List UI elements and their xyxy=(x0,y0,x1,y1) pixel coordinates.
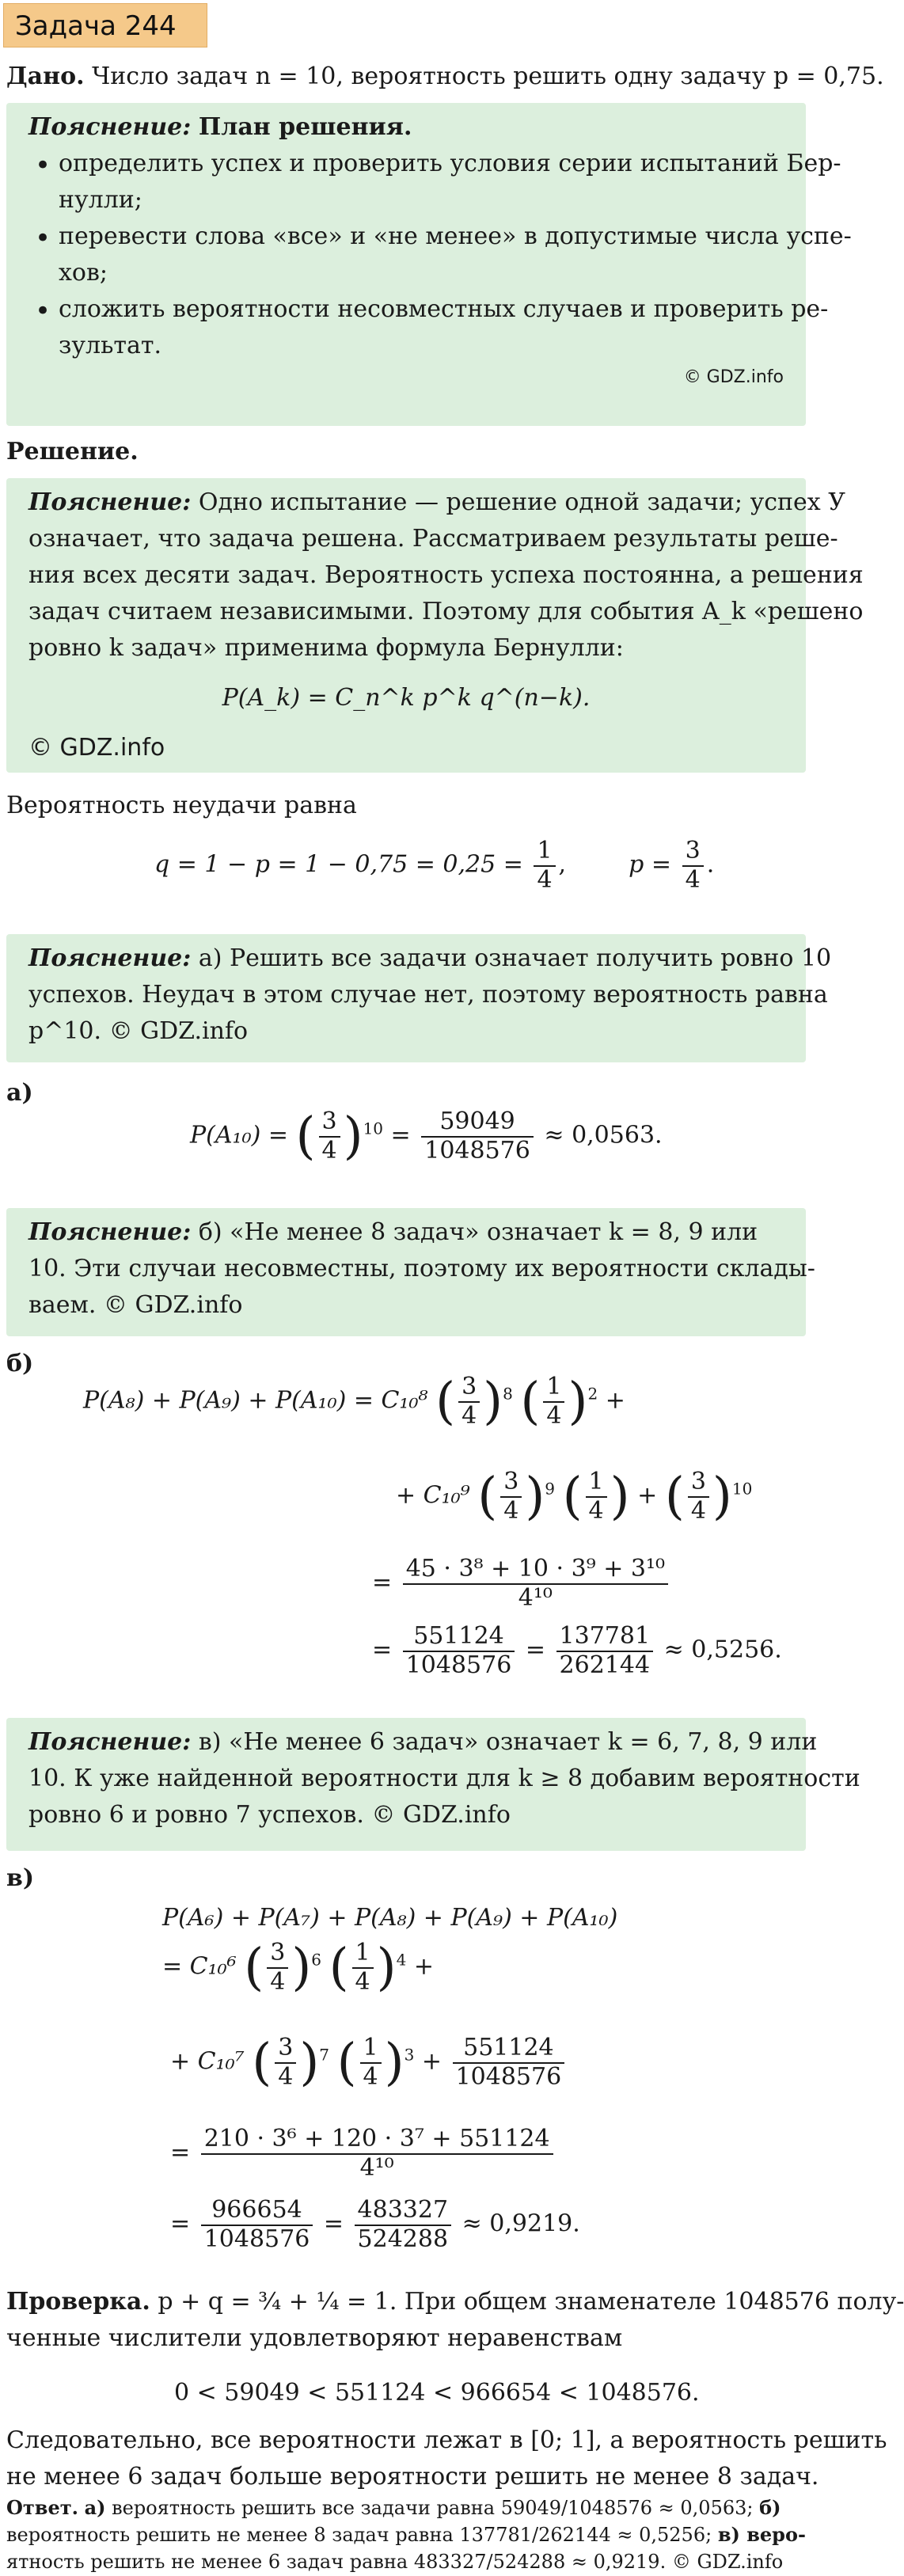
plan-heading: План решения. xyxy=(198,113,412,141)
check-line: p + q = ¾ + ¼ = 1. При общем знаменателе 1048576 полу- xyxy=(158,2288,904,2316)
part-a-result: $\frac{59049}{1048576}$ xyxy=(421,1108,534,1165)
explain-c-line: 10. К уже найденной вероятности для k ≥ 8 добавим вероятности xyxy=(28,1765,860,1792)
check-line: ченные числители удовлетворяют неравенствам xyxy=(6,2324,623,2352)
explain1-line: ния всех десяти задач. Вероятность успеха постоянна, а решения xyxy=(28,561,864,589)
part-b-row2: + C₁₀⁹ ( $\frac{3}{4}$ )$^9$ ( $\frac{1}{4}$ ) + ( $\frac{3}{4}$ )$^{10}$ xyxy=(396,1467,753,1526)
explain1-line: означает, что задача решена. Рассматриваем результаты реше- xyxy=(28,525,838,553)
explain-b-line: б) «Не менее 8 задач» означает k = 8, 9 или xyxy=(198,1218,758,1246)
plan-copyright: © GDZ.info xyxy=(683,367,784,387)
given-line xyxy=(6,59,884,95)
given-label: Дано. xyxy=(6,63,85,90)
explain-a-label: Пояснение: xyxy=(28,944,192,972)
failure-formula-left: q = 1 − p = 1 − 0,75 = 0,25 = xyxy=(154,850,523,879)
part-c-row1: P(A₆) + P(A₇) + P(A₈) + P(A₉) + P(A₁₀) xyxy=(162,1904,618,1932)
check-line: Следовательно, все вероятности лежат в [0; 1], а вероятность решить xyxy=(6,2426,887,2454)
part-c-row3: + C₁₀⁷ ( $\frac{3}{4}$ )$^7$ ( $\frac{1}{4}$ )$^3$ + $\frac{551124}{1048576}$ xyxy=(170,2035,568,2091)
explain1-line: ровно k задач» применима формула Бернулли: xyxy=(28,634,624,662)
part-b-row3: = $\frac{\text{45 · 3⁸ + 10 · 3⁹ + 3¹⁰}}{\text{4¹⁰}}$ xyxy=(372,1556,671,1612)
part-c-label-row xyxy=(6,1860,806,1897)
check-line: не менее 6 задач больше вероятности решить не менее 8 задач. xyxy=(6,2463,819,2491)
part-c-label: в) xyxy=(6,1864,35,1892)
check-conclusion xyxy=(6,2422,887,2495)
explain1-copyright: © GDZ.info xyxy=(28,734,165,762)
part-c-row4: = $\frac{\text{210 · 3⁶ + 120 · 3⁷ + 551124}}{\text{4¹⁰}}$ xyxy=(170,2126,556,2182)
explain1-box xyxy=(6,478,864,773)
bernoulli-formula: P(A_k) = C_n^k p^k q^(n−k). xyxy=(222,684,591,712)
plan-item: • перевести слова «все» и «не менее» в допустимые числа успе- хов; xyxy=(28,218,784,291)
failure-text: Вероятность неудачи равна xyxy=(6,792,357,819)
explain1-label: Пояснение: xyxy=(28,488,192,516)
part-b-row4: = $\frac{551124}{1048576}$ = $\frac{137781}{262144}$ ≈ 0,5256. xyxy=(372,1622,782,1679)
solution-heading-row xyxy=(6,434,806,470)
part-c-row5: = $\frac{966654}{1048576}$ = $\frac{483327}{524288}$ ≈ 0,9219. xyxy=(170,2196,580,2253)
explain-a-box xyxy=(6,934,832,1062)
explain-c-line: ровно 6 и ровно 7 успехов. © GDZ.info xyxy=(28,1801,511,1829)
part-a-label-row xyxy=(6,1075,806,1111)
explain1-line: Одно испытание — решение одной задачи; успех У xyxy=(198,488,845,516)
plan-box xyxy=(6,103,852,426)
explain-a-line: p^10. © GDZ.info xyxy=(28,1017,249,1045)
explain-c-box xyxy=(6,1718,860,1851)
part-b-row1: P(A₈) + P(A₉) + P(A₁₀) = C₁₀⁸ ( $\frac{3}{4}$ )$^8$ ( $\frac{1}{4}$ )$^2$ + xyxy=(83,1372,625,1431)
explain-c-label: Пояснение: xyxy=(28,1728,192,1756)
plan-item: • определить успех и проверить условия серии испытаний Бер- нулли; xyxy=(28,146,784,218)
check-inequality: 0 < 59049 < 551124 < 966654 < 1048576. xyxy=(174,2379,700,2407)
check-block xyxy=(6,2284,904,2357)
explain-b-box xyxy=(6,1208,815,1336)
plan-label: Пояснение: xyxy=(28,113,192,141)
part-a-label: а) xyxy=(6,1079,33,1107)
explain-b-line: 10. Эти случаи несовместны, поэтому их вероятности склады- xyxy=(28,1255,815,1282)
q-fraction: $\frac{1}{4}$ xyxy=(534,838,555,894)
task-title: Задача 244 xyxy=(3,3,207,47)
part-c-row2: = C₁₀⁶ ( $\frac{3}{4}$ )$^6$ ( $\frac{1}{4}$ )$^4$ + xyxy=(162,1938,435,1997)
answer-label: Ответ. xyxy=(6,2496,78,2519)
part-a-formula: P(A₁₀) = ( $\frac{3}{4}$ )$^{10}$ = $\frac{59049}{1048576}$ ≈ 0,0563. xyxy=(190,1107,663,1166)
part-b-label: б) xyxy=(6,1350,34,1377)
explain-a-line: а) Решить все задачи означает получить ровно 10 xyxy=(198,944,832,972)
given-text: Число задач n = 10, вероятность решить одну задачу p = 0,75. xyxy=(92,63,884,90)
failure-formula: q = 1 − p = 1 − 0,75 = 0,25 = $\frac{1}{4}$ , p = $\frac{3}{4}$ . xyxy=(154,837,715,894)
explain-b-label: Пояснение: xyxy=(28,1218,192,1246)
answer-block: Ответ. а) вероятность решить все задачи равна 59049/1048576 ≈ 0,0563; б) вероятность решить не менее 8 задач равна 137781/262144 ≈ 0,5256; в) веро- ятность решить не менее 6 задач равна 483327/524288 ≈ 0,9219. © GDZ.info xyxy=(6,2496,806,2573)
explain-c-line: в) «Не менее 6 задач» означает k = 6, 7, 8, 9 или xyxy=(198,1728,818,1756)
check-label: Проверка. xyxy=(6,2288,150,2316)
p-fraction: $\frac{3}{4}$ xyxy=(682,838,704,894)
plan-item: • сложить вероятности несовместных случаев и проверить ре- зультат. xyxy=(28,291,784,364)
explain-b-line: ваем. © GDZ.info xyxy=(28,1291,243,1319)
explain1-line: задач считаем независимыми. Поэтому для события A_k «решено xyxy=(28,598,864,625)
p-label: p = xyxy=(629,850,672,879)
plan-list xyxy=(28,146,852,364)
explain-a-line: успехов. Неудач в этом случае нет, поэтому вероятность равна xyxy=(28,981,828,1009)
failure-text-row xyxy=(6,788,806,824)
solution-heading: Решение. xyxy=(6,438,139,465)
